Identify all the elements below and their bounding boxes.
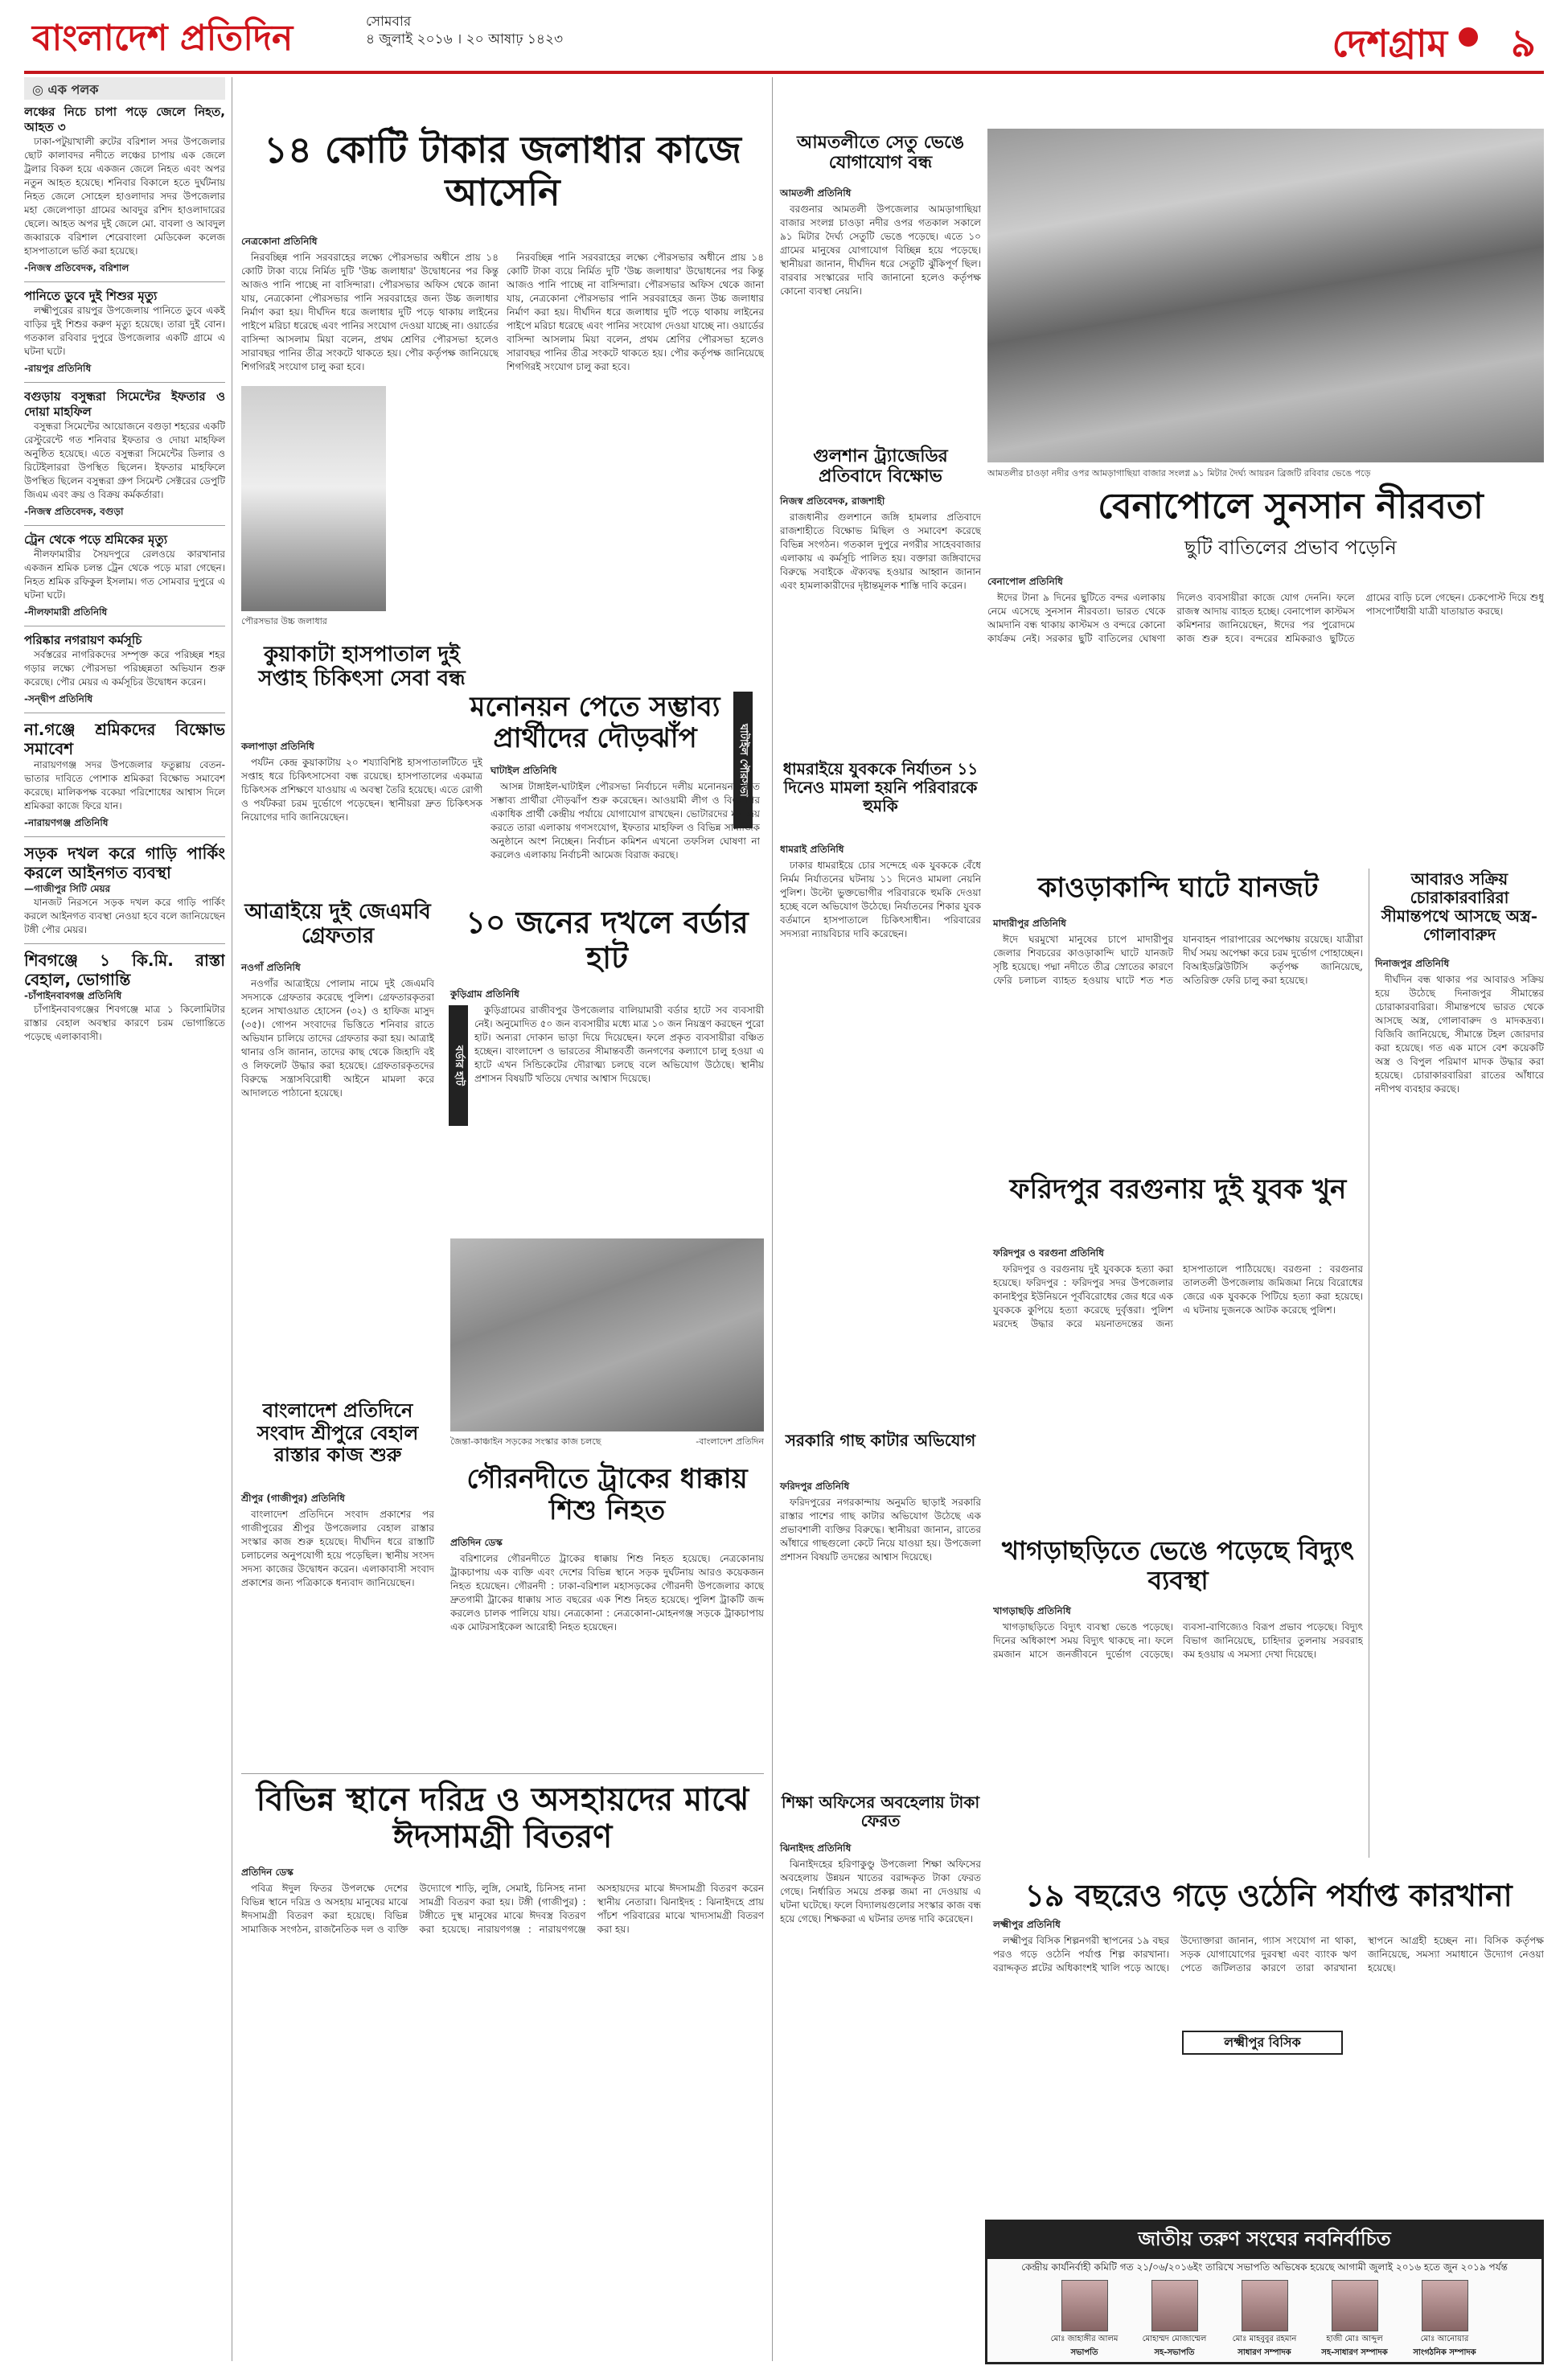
lead-text: নিরবচ্ছিন্ন পানি সরবরাহের লক্ষ্যে পৌরসভার অধীনে প্রায় ১৪ কোটি টাকা ব্যয়ে নির্মিত দুটি 'উচ্চ জলাধার' উদ্বোধনের পর কিন্তু আজও পানি পাচ্ছে না বাসিন্দারা। পৌরসভার অফিস থেকে জানা যায়, নেত্রকোনা পৌরসভার পানি সরবরাহের জন্য উচ্চ জলাধার নির্মাণ করা হয়। দীর্ঘদিন ধরে জলাধার দুটি পড়ে থাকায় লাইনের পাইপে মরিচা ধরেছে এবং পানির সংযোগ দেওয়া যাচ্ছে না। ওয়ার্ডের বাসিন্দা আসলাম মিয়া বলেন, প্রথম শ্রেণির পৌরসভা হলেও সারাবছর পানির তীব্র সংকটে থাকতে হয়। পৌর কর্তৃপক্ষ জানিয়েছে শিগগিরই সংযোগ চালু করা হবে। [241, 252, 499, 372]
ad-person [1135, 2280, 1215, 2360]
khagrachari-byline: খাগড়াছড়ি প্রতিনিধি [993, 1605, 1071, 1616]
ekpolok-item-title: বগুড়ায় বসুন্ধরা সিমেন্টের ইফতার ও দোয়া মাহফিল [24, 389, 225, 419]
ekpolok-item [24, 532, 225, 619]
mononayan-tag: ঘাটাইল পৌরসভা [733, 692, 753, 828]
portrait-photo [1061, 2280, 1108, 2331]
atrai-body [241, 977, 434, 1395]
divider [241, 1773, 764, 1774]
eid-distribution-byline: প্রতিদিন ডেস্ক [241, 1867, 293, 1878]
lead-headline: ১৪ কোটি টাকার জলাধার কাজে আসেনি [264, 128, 741, 214]
spiral-icon: ◎ [32, 82, 48, 97]
ad-person [1405, 2280, 1485, 2360]
ekpolok-item-credit: —গাজীপুর সিটি মেয়র [24, 883, 111, 894]
sreepur-text: বাংলাদেশ প্রতিদিনে সংবাদ প্রকাশের পর গাজীপুরের শ্রীপুর উপজেলার বেহাল রাস্তার সংস্কার কাজ শুরু হয়েছে। দীর্ঘদিন ধরে রাস্তাটি চলাচলের অনুপযোগী হয়ে পড়েছিল। স্থানীয় সংসদ সদস্য কাজের উদ্বোধন করেন। এলাকাবাসী সংবাদ প্রকাশের জন্য পত্রিকাকে ধন্যবাদ জানিয়েছেন। [241, 1509, 434, 1588]
road-repair-photo-credit: -বাংলাদেশ প্রতিদিন [696, 1436, 764, 1447]
section-name: দেশগ্রাম [1332, 22, 1447, 65]
ekpolok-item [24, 844, 225, 937]
lead-byline: নেত্রকোনা প্রতিনিধি [241, 236, 318, 247]
mononayan-text: আসন্ন টাঙ্গাইল-ঘাটাইল পৌরসভা নির্বাচনে দলীয় মনোনয়ন পেতে সম্ভাব্য প্রার্থীরা দৌড়ঝাঁপ শুরু করেছেন। আওয়ামী লীগ ও বিএনপির একাধিক প্রার্থী কেন্দ্রীয় পর্যায়ে যোগাযোগ রাখছেন। ভোটারদের মন জয় করতে তারা এলাকায় গণসংযোগ, ইফতার মাহফিল ও বিভিন্ন সামাজিক অনুষ্ঠানে অংশ নিচ্ছেন। নির্বাচন কমিশন এখনো তফসিল ঘোষণা না করলেও এলাকায় নির্বাচনী আমেজ বিরাজ করছে। [491, 781, 760, 860]
ad-person-role: সহ-সভাপতি [1154, 2348, 1195, 2357]
ekpolok-column [24, 105, 225, 2356]
ekpolok-item [24, 389, 225, 519]
khagrachari-headline: খাগড়াছড়িতে ভেঙে পড়েছে বিদ্যুৎ ব্যবস্থা [1001, 1535, 1355, 1596]
ekpolok-item [24, 951, 225, 1044]
tree-cutting-body [780, 1496, 981, 1777]
divider [24, 943, 225, 944]
smuggling-text: দীর্ঘদিন বন্ধ থাকার পর আবারও সক্রিয় হয়ে উঠেছে দিনাজপুর সীমান্তের চোরাকারবারিরা। সীমান্তপথে ভারত থেকে আসছে অস্ত্র, গোলাবারুদ ও মাদকদ্রব্য। বিজিবি জানিয়েছে, সীমান্তে টহল জোরদার করা হয়েছে। গত এক মাসে বেশ কয়েকটি অস্ত্র ও বিপুল পরিমাণ মাদক উদ্ধার করা হয়েছে। চোরাকারবারিরা রাতের আঁধারে নদীপথ ব্যবহার করছে। [1375, 974, 1544, 1095]
lead-body-continued [507, 251, 764, 629]
atrai-byline: নওগাঁ প্রতিনিধি [241, 962, 301, 973]
education-office-body [780, 1858, 981, 2356]
benapole-byline: বেনাপোল প্রতিনিধি [987, 576, 1063, 587]
ekpolok-item-text: সর্বস্তরের নাগরিকদের সম্পৃক্ত করে পরিচ্ছন্ন শহর গড়ার লক্ষ্যে পৌরসভা পরিচ্ছন্নতা অভিযান শুরু করেছে। পৌর মেয়র এ কর্মসূচির উদ্বোধন করেন। [24, 649, 225, 688]
ad-person-role: সাধারণ সম্পাদক [1238, 2348, 1291, 2357]
education-office-headline: শিক্ষা অফিসের অবহেলায় টাকা ফেরত [781, 1793, 980, 1830]
atrai-headline: আত্রাইয়ে দুই জেএমবি গ্রেফতার [244, 900, 431, 948]
kaoradi-byline: মাদারীপুর প্রতিনিধি [993, 918, 1067, 929]
ekpolok-item-text: ঢাকা-পটুয়াখালী রুটের বরিশাল সদর উপজেলার ছোট কালাবদর নদীতে লঞ্চের চাপায় এক জেলে ট্রলার বিকল হয়ে একজন জেলে নিহত এবং অপর নতুন আহত হয়েছে। শনিবার বিকালে হতে দুর্ঘটনায় নিহত জেলে সোহেল হাওলাদার সদর উপজেলার মহা জেলেপাড়া গ্রামের আবদুর রশিদ হাওলাদারের ছেলে। আহত অপর দুই জেলে মো. বাবলা ও আবদুল জব্বারকে বরিশাল শেরেবাংলা মেডিকেল কলেজ হাসপাতালে ভর্তি করা হয়েছে। [24, 136, 225, 257]
portrait-photo [1242, 2280, 1288, 2331]
kaoradi-headline: কাওড়াকান্দি ঘাটে যানজট [1037, 872, 1319, 904]
benapole-headline: বেনাপোলে সুনসান নীরবতা [1098, 486, 1484, 527]
gulshan-byline: নিজস্ব প্রতিবেদক, রাজশাহী [780, 495, 885, 507]
smuggling-headline: আবারও সক্রিয় চোরাকারবারিরা সীমান্তপথে আসছে অস্ত্র-গোলাবারুদ [1381, 869, 1538, 944]
portrait-photo [1422, 2280, 1468, 2331]
ekpolok-item [24, 633, 225, 706]
faridpur-headline: ফরিদপুর বরগুনায় দুই যুবক খুন [1009, 1173, 1347, 1205]
ekpolok-item-text: নীলফামারীর সৈয়দপুরে রেলওয়ে কারখানার একজন শ্রমিক চলন্ত ট্রেন থেকে পড়ে মারা গেছেন। নিহত শ্রমিক রফিকুল ইসলাম। গত সোমবার দুপুরে এ ঘটনা ঘটে। [24, 548, 225, 601]
ekpolok-item-title: ট্রেন থেকে পড়ে শ্রমিকের মৃত্যু [24, 532, 168, 547]
ekpolok-item-credit: -নিজস্ব প্রতিবেদক, বরিশাল [24, 262, 129, 273]
ekpolok-item-title: সড়ক দখল করে গাড়ি পার্কিং করলে আইনগত ব্যবস্থা [24, 844, 225, 882]
divider [24, 836, 225, 837]
ekpolok-item-title: না.গঞ্জে শ্রমিকদের বিক্ষোভ সমাবেশ [24, 720, 225, 758]
ekpolok-item-credit: -নিজস্ব প্রতিবেদক, বগুড়া [24, 506, 124, 517]
amtoli-body [780, 203, 981, 436]
ad-people [987, 2278, 1541, 2362]
factory-tag: লক্ষ্মীপুর বিসিক [1182, 2031, 1343, 2055]
ad-person-role: সাংগঠনিক সম্পাদক [1413, 2348, 1476, 2357]
water-tower-photo [241, 386, 386, 611]
masthead-logo: বাংলাদেশ প্রতিদিন [32, 18, 293, 59]
kaoradi-body [993, 933, 1363, 1150]
ad-person-role: সভাপতি [1070, 2348, 1098, 2357]
dhamrai-byline: ধামরাই প্রতিনিধি [780, 844, 844, 855]
education-office-text: ঝিনাইদহের হরিণাকুণ্ডু উপজেলা শিক্ষা অফিসের অবহেলায় উন্নয়ন খাতের বরাদ্দকৃত টাকা ফেরত গেছে। নির্ধারিত সময়ে প্রকল্প জমা না দেওয়ায় এ ঘটনা ঘটেছে। ফলে বিদ্যালয়গুলোর সংস্কার কাজ বন্ধ হয়ে গেছে। শিক্ষকরা এ ঘটনার তদন্ত দাবি করেছেন। [780, 1859, 981, 1924]
road-repair-photo-caption: জৈন্তা-কাঞ্চাইন সড়কের সংস্কার কাজ চলছে [450, 1436, 601, 1447]
divider [24, 382, 225, 383]
ad-person-name: মোঃ জাহাঙ্গীর আলম [1050, 2335, 1119, 2343]
ekpolok-item [24, 105, 225, 275]
faridpur-byline: ফরিদপুর ও বরগুনা প্রতিনিধি [993, 1247, 1104, 1259]
faridpur-body [993, 1263, 1363, 1528]
kaoradi-text: ঈদে ঘরমুখো মানুষের চাপে মাদারীপুর জেলার শিবচরের কাওড়াকান্দি ঘাটে যানজট সৃষ্টি হয়েছে। পদ্মা নদীতে তীব্র স্রোতের কারণে ফেরি চলাচল ব্যাহত হওয়ায় ঘাটে শত শত যানবাহন পারাপারের অপেক্ষায় রয়েছে। যাত্রীরা দীর্ঘ সময় অপেক্ষা করে চরম দুর্ভোগ পোহাচ্ছেন। বিআইডব্লিউটিসি কর্তৃপক্ষ জানিয়েছে, অতিরিক্ত ফেরি চালু করা হয়েছে। [993, 934, 1363, 986]
tree-cutting-headline: সরকারি গাছ কাটার অভিযোগ [785, 1431, 976, 1450]
masthead-day: সোমবার [366, 14, 412, 30]
dhamrai-body [780, 859, 981, 1406]
factory-headline: ১৯ বছরেও গড়ে ওঠেনি পর্যাপ্ত কারখানা [1024, 1877, 1513, 1913]
ekpolok-item-title: পানিতে ডুবে দুই শিশুর মৃত্যু [24, 289, 158, 303]
mononayan-body [491, 780, 760, 893]
section-dot-icon [1459, 27, 1478, 47]
ekpolok-item-credit: -নারায়ণগঞ্জ প্রতিনিধি [24, 817, 109, 828]
border-haat-body [474, 1004, 764, 1229]
ekpolok-item-credit: -সন্দ্বীপ প্রতিনিধি [24, 693, 93, 704]
smuggling-body [1375, 973, 1544, 1850]
gulshan-text: রাজধানীর গুলশানে জঙ্গি হামলার প্রতিবাদে রাজশাহীতে বিক্ষোভ মিছিল ও সমাবেশ করেছে বিভিন্ন সংগঠন। গতকাল দুপুরে নগরীর সাহেববাজার এলাকায় এ কর্মসূচি পালিত হয়। বক্তারা জঙ্গিবাদের বিরুদ্ধে সবাইকে ঐক্যবদ্ধ হওয়ার আহ্বান জানান এবং হামলাকারীদের দৃষ্টান্তমূলক শাস্তি দাবি করেন। [780, 511, 981, 591]
education-office-byline: ঝিনাইদহ প্রতিনিধি [780, 1842, 852, 1854]
ad-person [1315, 2280, 1395, 2360]
gulshan-body [780, 511, 981, 744]
ekpolok-item-title: পরিষ্কার নগরায়ণ কর্মসূচি [24, 633, 142, 647]
ad-person-name: মোঃ মাহবুবুর রহমান [1232, 2335, 1297, 2343]
dhamrai-headline: ধামরাইয়ে যুবককে নির্যাতন ১১ দিনেও মামলা হয়নি পরিবারকে হুমকি [782, 759, 979, 815]
border-haat-byline: কুড়িগ্রাম প্রতিনিধি [450, 988, 519, 1000]
smuggling-byline: দিনাজপুর প্রতিনিধি [1375, 958, 1450, 969]
ekpolok-item-text: চাঁপাইনবাবগঞ্জের শিবগঞ্জে মাত্র ১ কিলোমিটার রাস্তার বেহাল অবস্থার কারণে চরম ভোগান্তিতে পড়েছে এলাকাবাসী। [24, 1004, 225, 1042]
sreepur-byline: শ্রীপুর (গাজীপুর) প্রতিনিধি [241, 1493, 345, 1504]
ekpolok-item [24, 289, 225, 376]
gouronodi-byline: প্রতিদিন ডেস্ক [450, 1537, 503, 1548]
factory-byline: লক্ষ্মীপুর প্রতিনিধি [993, 1919, 1061, 1930]
ekpolok-item-credit: -চাঁপাইনবাবগঞ্জ প্রতিনিধি [24, 990, 122, 1001]
ekpolok-item-text: লক্ষ্মীপুরের রায়পুর উপজেলায় পানিতে ডুবে একই বাড়ির দুই শিশুর করুণ মৃত্যু হয়েছে। তারা দুই বোন। গতকাল রবিবার দুপুরে উপজেলার একটি গ্রামে এ ঘটনা ঘটে। [24, 305, 225, 357]
eid-distribution-headline: বিভিন্ন স্থানে দরিদ্র ও অসহায়দের মাঝে ঈদসামগ্রী বিতরণ [256, 1780, 749, 1855]
eid-distribution-text: পবিত্র ঈদুল ফিতর উপলক্ষে দেশের বিভিন্ন স্থানে দরিদ্র ও অসহায় মানুষের মাঝে ঈদসামগ্রী বিতরণ করা হয়েছে। বিভিন্ন সামাজিক সংগঠন, রাজনৈতিক দল ও ব্যক্তি উদ্যোগে শাড়ি, লুঙ্গি, সেমাই, চিনিসহ নানা সামগ্রী বিতরণ করা হয়। টঙ্গী (গাজীপুর) : টঙ্গীতে দুস্থ মানুষের মাঝে ঈদবস্ত্র বিতরণ করা হয়েছে। নারায়ণগঞ্জ : নারায়ণগঞ্জে অসহায়দের মাঝে ঈদসামগ্রী বিতরণ করেন স্থানীয় নেতারা। ঝিনাইদহ : ঝিনাইদহে প্রায় পাঁচশ পরিবারের মাঝে খাদ্যসামগ্রী বিতরণ করা হয়। [241, 1883, 764, 1935]
factory-text: লক্ষ্মীপুর বিসিক শিল্পনগরী স্থাপনের ১৯ বছর পরও গড়ে ওঠেনি পর্যাপ্ত শিল্প কারখানা। বরাদ্দকৃত প্লটের অধিকাংশই খালি পড়ে আছে। উদ্যোক্তারা জানান, গ্যাস সংযোগ না থাকা, সড়ক যোগাযোগের দুরবস্থা এবং ব্যাংক ঋণ পেতে জটিলতার কারণে তারা কারখানা স্থাপনে আগ্রহী হচ্ছেন না। বিসিক কর্তৃপক্ষ জানিয়েছে, সমস্যা সমাধানে উদ্যোগ নেওয়া হয়েছে। [993, 1935, 1544, 1974]
kuakata-headline: কুয়াকাটা হাসপাতাল দুই সপ্তাহ চিকিৎসা সেবা বন্ধ [258, 643, 466, 691]
benapole-subheadline: ছুটি বাতিলের প্রভাব পড়েনি [1184, 536, 1397, 559]
sreepur-body [241, 1508, 434, 1765]
tree-cutting-text: ফরিদপুরের নগরকান্দায় অনুমতি ছাড়াই সরকারি রাস্তার পাশের গাছ কাটার অভিযোগ উঠেছে এক প্রভাবশালী ব্যক্তির বিরুদ্ধে। স্থানীয়রা জানান, রাতের আঁধারে গাছগুলো কেটে নিয়ে যাওয়া হয়। উপজেলা প্রশাসন বিষয়টি তদন্তের আশ্বাস দিয়েছে। [780, 1497, 981, 1563]
ekpolok-item-title: শিবগঞ্জে ১ কি.মি. রাস্তা বেহাল, ভোগান্তি [24, 951, 225, 989]
gouronodi-headline: গৌরনদীতে ট্রাকের ধাক্কায় শিশু নিহত [466, 1463, 748, 1527]
eid-distribution-body [241, 1882, 764, 2356]
collapsed-bridge-photo-caption: আমতলীর চাওড়া নদীর ওপর আমড়াগাছিয়া বাজার সংলগ্ন ৯১ মিটার দৈর্ঘ্য আয়রন ব্রিজটি রবিবার ভেঙে পড়ে [987, 468, 1371, 478]
lead-text-repeat: নিরবচ্ছিন্ন পানি সরবরাহের লক্ষ্যে পৌরসভার অধীনে প্রায় ১৪ কোটি টাকা ব্যয়ে নির্মিত দুটি 'উচ্চ জলাধার' উদ্বোধনের পর কিন্তু আজও পানি পাচ্ছে না বাসিন্দারা। পৌরসভার অফিস থেকে জানা যায়, নেত্রকোনা পৌরসভার পানি সরবরাহের জন্য উচ্চ জলাধার নির্মাণ করা হয়। দীর্ঘদিন ধরে জলাধার দুটি পড়ে থাকায় লাইনের পাইপে মরিচা ধরেছে এবং পানির সংযোগ দেওয়া যাচ্ছে না। ওয়ার্ডের বাসিন্দা আসলাম মিয়া বলেন, প্রথম শ্রেণির পৌরসভা হলেও সারাবছর পানির তীব্র সংকটে থাকতে হয়। পৌর কর্তৃপক্ষ জানিয়েছে শিগগিরই সংযোগ চালু করা হবে। [507, 252, 764, 372]
gouronodi-body [450, 1552, 764, 1761]
ad-person-name: হাজী মোঃ আব্দুল [1326, 2335, 1383, 2343]
mononayan-byline: ঘাটাইল প্রতিনিধি [491, 765, 557, 776]
gulshan-headline: গুলশান ট্র্যাজেডির প্রতিবাদে বিক্ষোভ [813, 446, 948, 487]
khagrachari-text: খাগড়াছড়িতে বিদ্যুৎ ব্যবস্থা ভেঙে পড়েছে। দিনের অধিকাংশ সময় বিদ্যুৎ থাকছে না। ফলে রমজান মাসে জনজীবনে দুর্ভোগ বেড়েছে। ব্যবসা-বাণিজ্যেও বিরূপ প্রভাব পড়েছে। বিদ্যুৎ বিভাগ জানিয়েছে, চাহিদার তুলনায় সরবরাহ কম হওয়ায় এ সমস্যা দেখা দিয়েছে। [993, 1621, 1363, 1660]
road-repair-photo [450, 1238, 764, 1431]
ad-person-role: সহ-সাধারণ সম্পাদক [1321, 2348, 1388, 2357]
border-haat-tag: বর্ডার হাট [449, 1005, 468, 1126]
benapole-text: ঈদের টানা ৯ দিনের ছুটিতে বন্দর এলাকায় নেমে এসেছে সুনসান নীরবতা। ভারত থেকে আমদানি বন্ধ থাকায় কাস্টমস ও বন্দরে কোনো কার্যক্রম নেই। সরকার ছুটি বাতিলের ঘোষণা দিলেও ব্যবসায়ীরা কাজে যোগ দেননি। ফলে রাজস্ব আদায় ব্যাহত হচ্ছে। বেনাপোল কাস্টমস কমিশনার জানিয়েছেন, ঈদের পর পুরোদমে কাজ শুরু হবে। বন্দরের শ্রমিকরাও ছুটিতে গ্রামের বাড়ি চলে গেছেন। চেকপোস্ট দিয়ে শুধু পাসপোর্টধারী যাত্রী যাতায়াত করছে। [987, 592, 1544, 644]
amtoli-text: বরগুনার আমতলী উপজেলার আমড়াগাছিয়া বাজার সংলগ্ন চাওড়া নদীর ওপর গতকাল সকালে ৯১ মিটার দৈর্ঘ্য সেতুটি ভেঙে পড়েছে। এতে ১০ গ্রামের মানুষের যোগাযোগ বিচ্ছিন্ন হয়ে পড়েছে। স্থানীয়রা জানান, দীর্ঘদিন ধরে সেতুটি ঝুঁকিপূর্ণ ছিল। বারবার সংস্কারের দাবি জানানো হলেও কর্তৃপক্ষ কোনো ব্যবস্থা নেয়নি। [780, 203, 981, 297]
ekpolok-item-credit: -রায়পুর প্রতিনিধি [24, 363, 92, 374]
amtoli-headline: আমতলীতে সেতু ভেঙে যোগাযোগ বন্ধ [797, 132, 964, 174]
ekpolok-item-title: লঞ্চের নিচে চাপা পড়ে জেলে নিহত, আহত ৩ [24, 105, 225, 134]
collapsed-bridge-photo [987, 129, 1544, 462]
column-divider [772, 77, 773, 2361]
dhamrai-text: ঢাকার ধামরাইয়ে চোর সন্দেহে এক যুবককে বেঁধে নির্মম নির্যাতনের ঘটনায় ১১ দিনেও মামলা নেয়নি পুলিশ। উল্টো ভুক্তভোগীর পরিবারকে হুমকি দেওয়া হচ্ছে বলে অভিযোগ উঠেছে। নির্যাতনের শিকার যুবক বর্তমানে হাসপাতালে চিকিৎসাধীন। পরিবারের সদস্যরা ন্যায়বিচার দাবি করেছেন। [780, 860, 981, 939]
ekpolok-item-text: যানজট নিরসনে সড়ক দখল করে গাড়ি পার্কিং করলে আইনগত ব্যবস্থা নেওয়া হবে বলে জানিয়েছেন টঙ্গী পৌর মেয়র। [24, 897, 225, 935]
kuakata-body [241, 756, 482, 885]
khagrachari-body [993, 1620, 1363, 1773]
atrai-text: নওগাঁর আত্রাইয়ে পোলাম নামে দুই জেএমবি সদস্যকে গ্রেফতার করেছে পুলিশ। গ্রেফতারকৃতরা হলেন সাখাওয়াত হোসেন (৩২) ও হাফিজ মাসুদ (৩৫)। গোপন সংবাদের ভিত্তিতে শনিবার রাতে অভিযান চালিয়ে তাদের গ্রেফতার করা হয়। আত্রাই থানার ওসি জানান, তাদের কাছ থেকে জিহাদি বই ও লিফলেট উদ্ধার করা হয়েছে। গ্রেফতারকৃতদের বিরুদ্ধে সন্ত্রাসবিরোধী আইনে মামলা করে আদালতে পাঠানো হয়েছে। [241, 978, 434, 1099]
ad-person [1225, 2280, 1305, 2360]
masthead-date-text: ৪ জুলাই ২০১৬ । ২০ আষাঢ় ১৪২৩ [366, 31, 564, 47]
mononayan-headline: মনোনয়ন পেতে সম্ভাব্য প্রার্থীদের দৌড়ঝাঁপ [470, 691, 720, 755]
faridpur-text: ফরিদপুর ও বরগুনায় দুই যুবককে হত্যা করা হয়েছে। ফরিদপুর : ফরিদপুর সদর উপজেলার কানাইপুর ইউনিয়নে পূর্ববিরোধের জের ধরে এক যুবককে কুপিয়ে হত্যা করেছে দুর্বৃত্তরা। পুলিশ মরদেহ উদ্ধার করে ময়নাতদন্তের জন্য হাসপাতালে পাঠিয়েছে। বরগুনা : বরগুনার তালতলী উপজেলায় জমিজমা নিয়ে বিরোধের জেরে এক যুবককে পিটিয়ে হত্যা করা হয়েছে। এ ঘটনায় দুজনকে আটক করেছে পুলিশ। [993, 1263, 1363, 1329]
masthead-date [366, 13, 563, 48]
ad-title: জাতীয় তরুণ সংঘের নবনির্বাচিত [987, 2222, 1541, 2259]
sreepur-headline: বাংলাদেশ প্রতিদিনে সংবাদ শ্রীপুরে বেহাল রাস্তার কাজ শুরু [257, 1399, 419, 1467]
divider [24, 525, 225, 526]
kuakata-text: পর্যটন কেন্দ্র কুয়াকাটায় ২০ শয্যাবিশিষ্ট হাসপাতালটিতে দুই সপ্তাহ ধরে চিকিৎসাসেবা বন্ধ রয়েছে। হাসপাতালের একমাত্র চিকিৎসক প্রশিক্ষণে যাওয়ায় এ অবস্থা তৈরি হয়েছে। এতে রোগী ও পর্যটকরা চরম দুর্ভোগে পড়েছেন। স্থানীয়রা দ্রুত চিকিৎসক নিয়োগের দাবি জানিয়েছেন। [241, 757, 482, 823]
ad-person-name: মোহাম্মদ মোজাম্মেল [1142, 2335, 1207, 2343]
ekpolok-header [24, 77, 225, 100]
border-haat-text: কুড়িগ্রামের রাজীবপুর উপজেলার বালিয়ামারী বর্ডার হাটে সব ব্যবসায়ী নেই। অনুমোদিত ৫০ জন ব্যবসায়ীর মধ্যে মাত্র ১০ জন নিয়ন্ত্রণ করছেন পুরো হাট। অন্যরা দোকান ভাড়া দিয়ে দিয়েছেন। ফলে প্রকৃত ব্যবসায়ীরা বঞ্চিত হচ্ছেন। বাংলাদেশ ও ভারতের সীমান্তবর্তী জনগণের কল্যাণে চালু হওয়া এ হাটে এখন সিন্ডিকেটের দৌরাত্ম্য চলছে বলে অভিযোগ উঠেছে। স্থানীয় প্রশাসন বিষয়টি খতিয়ে দেখার আশ্বাস দিয়েছে। [474, 1004, 764, 1084]
tree-cutting-byline: ফরিদপুর প্রতিনিধি [780, 1481, 850, 1492]
page-number: ৯ [1510, 21, 1536, 66]
ekpolok-label: এক পলক [47, 82, 99, 97]
ekpolok-item-credit: -নীলফামারী প্রতিনিধি [24, 606, 108, 618]
ad-person-name: মোঃ আনোয়ার [1420, 2335, 1469, 2343]
factory-body [993, 1934, 1544, 2208]
advertisement [985, 2220, 1544, 2364]
gouronodi-text: বরিশালের গৌরনদীতে ট্রাকের ধাক্কায় শিশু নিহত হয়েছে। নেত্রকোনায় ট্রাকচাপায় এক ব্যক্তি এবং দেশের বিভিন্ন স্থানে সড়ক দুর্ঘটনায় আরও কয়েকজন নিহত হয়েছেন। গৌরনদী : ঢাকা-বরিশাল মহাসড়কের গৌরনদী উপজেলার কাছে দ্রুতগামী ট্রাকের ধাক্কায় সাত বছরের এক শিশু নিহত হয়েছে। পুলিশ ট্রাকটি জব্দ করলেও চালক পালিয়ে যায়। নেত্রকোনা : নেত্রকোনা-মোহনগঞ্জ সড়কে ট্রাকচাপায় এক মোটরসাইকেল আরোহী নিহত হয়েছেন। [450, 1553, 764, 1633]
masthead-rule [24, 71, 1544, 74]
ekpolok-item-text: নারায়ণগঞ্জ সদর উপজেলার ফতুল্লায় বেতন-ভাতার দাবিতে পোশাক শ্রমিকরা বিক্ষোভ সমাবেশ করেছে। মালিকপক্ষ বকেয়া পরিশোধের আশ্বাস দিলে শ্রমিকরা কাজে ফিরে যান। [24, 759, 225, 811]
water-tower-photo-caption: পৌরসভার উচ্চ জলাধার [241, 616, 327, 626]
ekpolok-item-text: বসুন্ধরা সিমেন্টের আয়োজনে বগুড়া শহরের একটি রেস্টুরেন্টে গত শনিবার ইফতার ও দোয়া মাহফিল অনুষ্ঠিত হয়েছে। এতে বসুন্ধরা সিমেন্টের ডিলার ও রিটেইলাররা উপস্থিত ছিলেন। ইফতার মাহফিলে উপস্থিত ছিলেন বসুন্ধরা গ্রুপ সিমেন্ট সেক্টরের ডেপুটি জিএম এবং ক্রয় ও বিক্রয় কর্মকর্তারা। [24, 421, 225, 500]
portrait-photo [1151, 2280, 1198, 2331]
ad-person [1045, 2280, 1125, 2360]
border-haat-headline: ১০ জনের দখলে বর্ডার হাট [466, 904, 749, 975]
portrait-photo [1332, 2280, 1378, 2331]
amtoli-byline: আমতলী প্রতিনিধি [780, 187, 852, 199]
ad-subtitle: কেন্দ্রীয় কার্যনির্বাহী কমিটি গত ২১/০৬/২০১৬ইং তারিখে সভাপতি অভিষেক হয়েছে আগামী জুলাই ২০১৬ হতে জুন ২০১৯ পর্যন্ত [1021, 2261, 1508, 2273]
divider [24, 281, 225, 282]
ekpolok-item [24, 720, 225, 830]
kuakata-byline: কলাপাড়া প্রতিনিধি [241, 741, 314, 752]
benapole-body [987, 591, 1544, 832]
